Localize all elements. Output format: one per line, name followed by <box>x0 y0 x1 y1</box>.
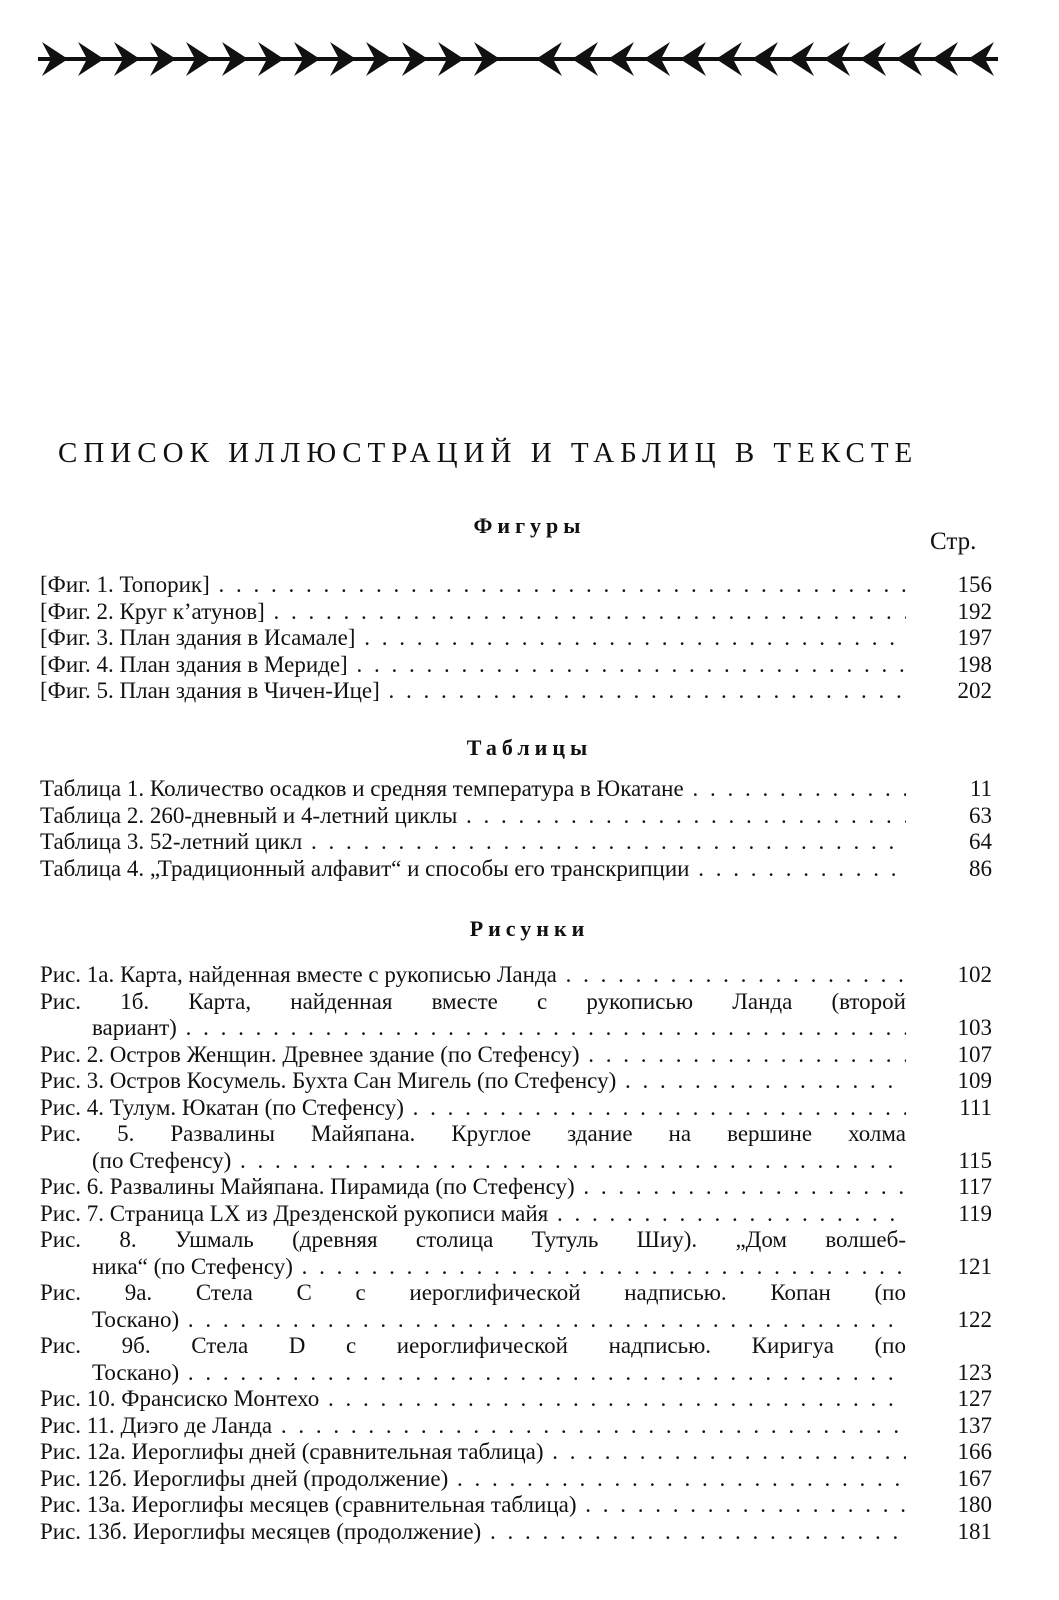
page-number: 202 <box>957 678 992 703</box>
entry-title-continuation: Тоскано) . . . <box>40 1360 906 1387</box>
entry-title: Таблица 4. „Традиционный алфавит“ и способы его транскрипции . . . <box>40 856 906 883</box>
entry-title: Таблица 3. 52-летний цикл . . . <box>40 829 906 856</box>
entry-title: Рис. 9а. Стела С с иероглифической надписью. Копан (по <box>40 1280 906 1305</box>
page-number: 181 <box>957 1518 992 1544</box>
page-number: 119 <box>958 1200 992 1226</box>
tables-list <box>40 776 994 882</box>
page-number: 107 <box>957 1041 992 1067</box>
page-number: 137 <box>957 1412 992 1438</box>
entry-title: Рис. 6. Развалины Майяпана. Пирамида (по Стефенсу) . . . <box>40 1174 906 1201</box>
drawings-list <box>40 962 994 1545</box>
list-item <box>40 962 994 989</box>
list-item <box>40 803 994 830</box>
list-item <box>40 1280 994 1333</box>
list-item <box>40 1095 994 1122</box>
entry-title-continuation: (по Стефенсу) . . . <box>40 1148 906 1175</box>
entry-title: Рис. 1а. Карта, найденная вместе с рукописью Ланда . . . <box>40 962 906 989</box>
page-number: 192 <box>957 598 992 624</box>
list-item <box>40 1333 994 1386</box>
page-number: 64 <box>969 829 992 854</box>
page-title: СПИСОК ИЛЛЮСТРАЦИЙ И ТАБЛИЦ В ТЕКСТЕ <box>58 437 919 469</box>
list-item <box>40 1519 994 1546</box>
list-item <box>40 856 994 883</box>
page-number: 122 <box>957 1306 992 1332</box>
entry-title: Рис. 2. Остров Женщин. Древнее здание (по Стефенсу) . . . <box>40 1042 906 1069</box>
list-item <box>40 829 994 856</box>
entry-title: Рис. 13б. Иероглифы месяцев (продолжение) . . . <box>40 1519 906 1546</box>
entry-title: Таблица 1. Количество осадков и средняя температура в Юкатане . . . <box>40 776 906 803</box>
page-number: 121 <box>957 1253 992 1279</box>
entry-title-continuation: вариант) . . . <box>40 1015 906 1042</box>
entry-title: [Фиг. 5. План здания в Чичен-Ице] . . . <box>40 678 906 705</box>
page-number: 115 <box>958 1147 992 1173</box>
page-number: 11 <box>969 776 992 801</box>
entry-title: Рис. 3. Остров Косумель. Бухта Сан Мигель (по Стефенсу) . . . <box>40 1068 906 1095</box>
list-item <box>40 1386 994 1413</box>
list-item <box>40 572 994 599</box>
list-item <box>40 1068 994 1095</box>
list-item <box>40 989 994 1042</box>
decorative-ornament-border <box>38 40 998 78</box>
page-column-header: Стр. <box>930 528 977 555</box>
list-item <box>40 1201 994 1228</box>
entry-title: Рис. 7. Страница LX из Дрезденской рукописи майя . . . <box>40 1201 906 1228</box>
entry-title: Рис. 12б. Иероглифы дней (продолжение) . . . <box>40 1466 906 1493</box>
entry-title: Рис. 4. Тулум. Юкатан (по Стефенсу) . . . <box>40 1095 906 1122</box>
page-number: 109 <box>957 1068 992 1093</box>
page-number: 167 <box>957 1465 992 1491</box>
page-number: 198 <box>957 651 992 677</box>
list-item <box>40 1042 994 1069</box>
entry-title-continuation: ника“ (по Стефенсу) . . . <box>40 1254 906 1281</box>
page-number: 156 <box>957 572 992 597</box>
page-number: 197 <box>957 625 992 650</box>
entry-title: [Фиг. 3. План здания в Исамале] . . . <box>40 625 906 652</box>
entry-title: Рис. 12а. Иероглифы дней (сравнительная таблица) . . . <box>40 1439 906 1466</box>
page-number: 166 <box>957 1439 992 1464</box>
section-heading-drawings: Рисунки <box>469 916 590 941</box>
list-item <box>40 652 994 679</box>
list-item <box>40 1413 994 1440</box>
entry-title: Рис. 5. Развалины Майяпана. Круглое здание на вершине холма <box>40 1121 906 1146</box>
list-item <box>40 1121 994 1174</box>
page-number: 86 <box>969 855 992 881</box>
list-item <box>40 678 994 705</box>
entry-title: Рис. 10. Франсиско Монтехо . . . <box>40 1386 906 1413</box>
list-item <box>40 599 994 626</box>
page-number: 102 <box>957 962 992 987</box>
list-item <box>40 1439 994 1466</box>
entry-title: Рис. 11. Диэго де Ланда . . . <box>40 1413 906 1440</box>
page-number: 180 <box>957 1492 992 1517</box>
list-item <box>40 776 994 803</box>
entry-title: [Фиг. 1. Топорик] . . . <box>40 572 906 599</box>
page-number: 127 <box>957 1386 992 1411</box>
entry-title: Таблица 2. 260-дневный и 4-летний циклы . . . <box>40 803 906 830</box>
list-item <box>40 625 994 652</box>
entry-title: Рис. 1б. Карта, найденная вместе с рукописью Ланда (второй <box>40 988 906 1014</box>
page-number: 123 <box>957 1359 992 1385</box>
section-heading-figures: Фигуры <box>473 513 586 538</box>
page-number: 103 <box>957 1015 992 1040</box>
list-item <box>40 1466 994 1493</box>
entry-title: Рис. 8. Ушмаль (древняя столица Тутуль Шиу). „Дом волшеб- <box>40 1227 906 1252</box>
entry-title: [Фиг. 4. План здания в Мериде] . . . <box>40 652 906 679</box>
entry-title: Рис. 13а. Иероглифы месяцев (сравнительная таблица) . . . <box>40 1492 906 1519</box>
page-number: 117 <box>958 1174 992 1199</box>
figures-list <box>40 572 994 705</box>
page-number: 111 <box>959 1094 992 1120</box>
list-item <box>40 1174 994 1201</box>
entry-title: Рис. 9б. Стела D с иероглифической надписью. Киригуа (по <box>40 1333 906 1358</box>
page-number: 63 <box>969 802 992 828</box>
entry-title-continuation: Тоскано) . . . <box>40 1307 906 1334</box>
entry-title: [Фиг. 2. Круг к’атунов] . . . <box>40 599 906 626</box>
section-heading-tables: Таблицы <box>466 735 593 760</box>
list-item <box>40 1492 994 1519</box>
list-item <box>40 1227 994 1280</box>
